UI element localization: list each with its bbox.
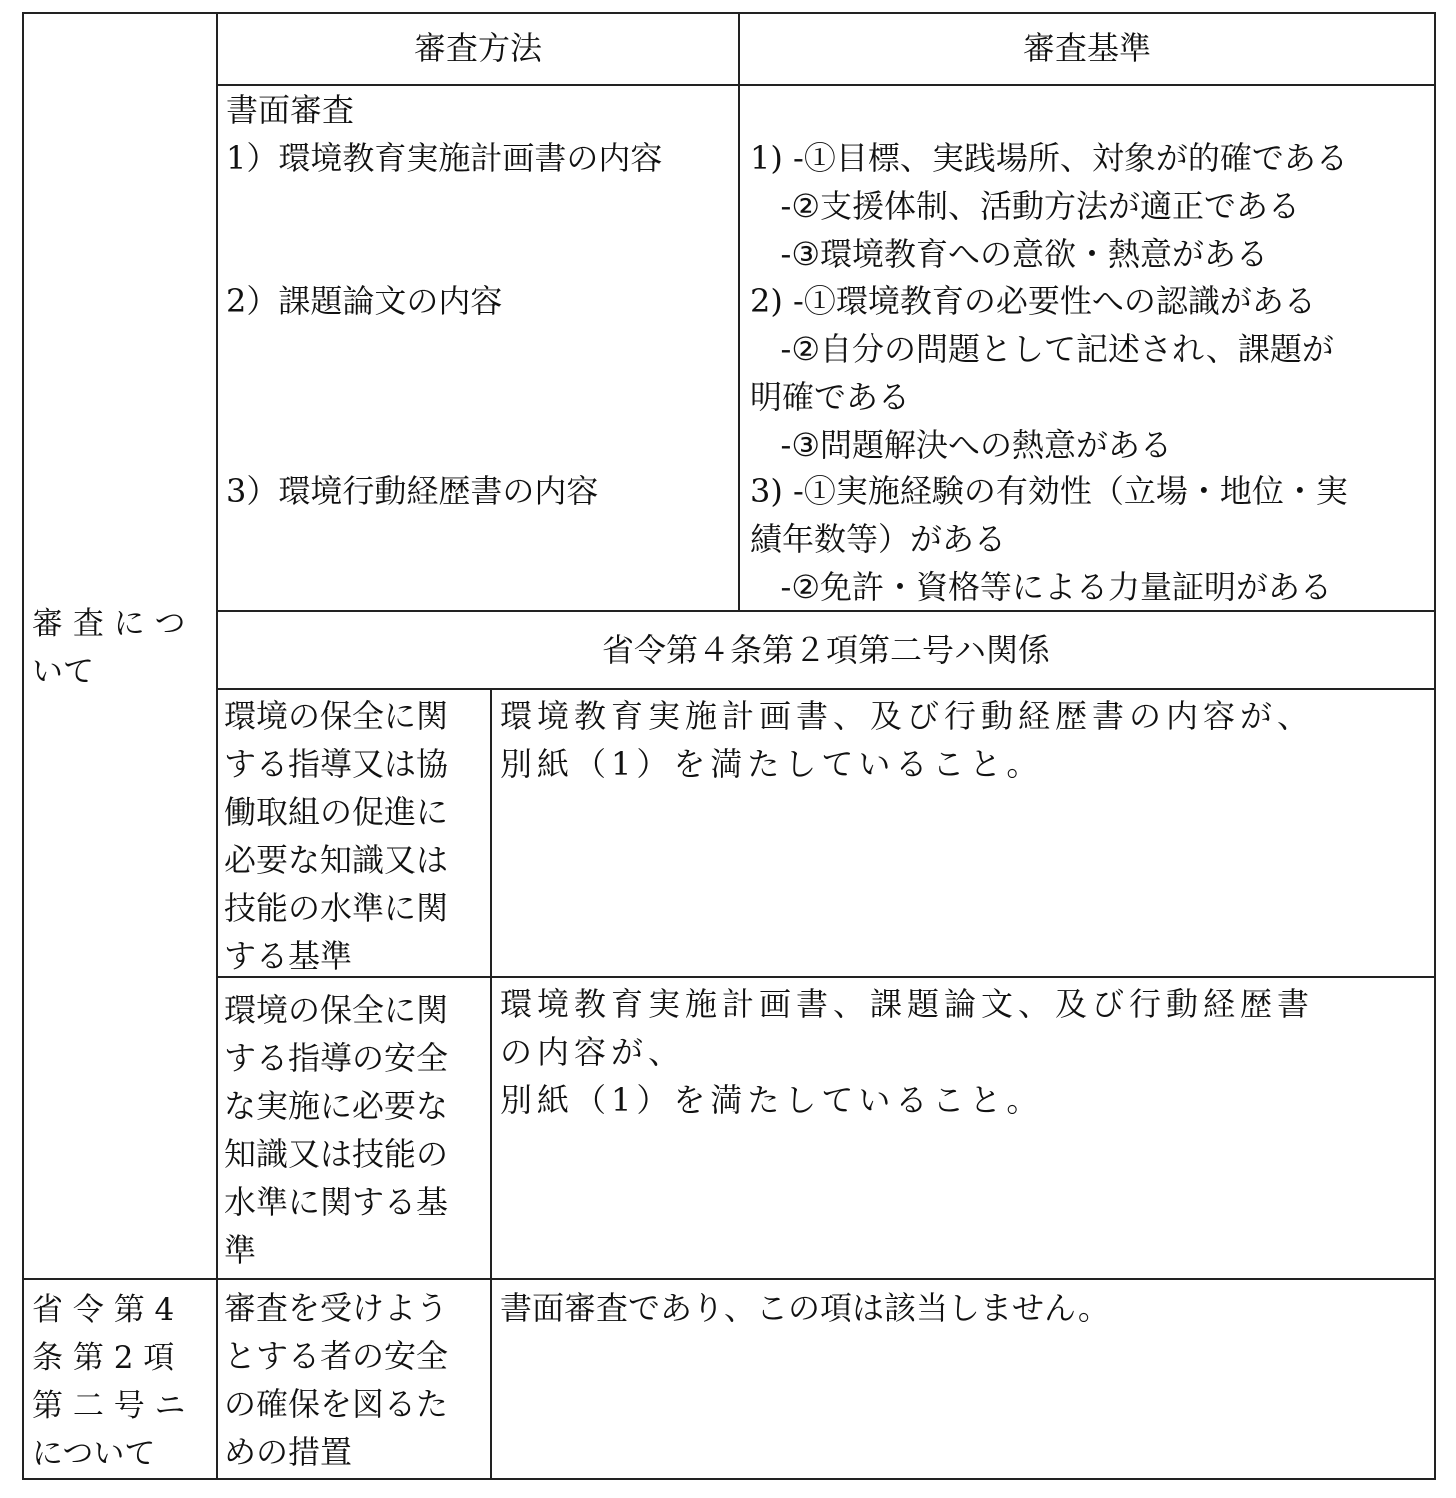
method-item-3: 3）環境行動経歴書の内容 xyxy=(226,472,599,510)
review-label: 審 査 に つ いて xyxy=(32,606,186,690)
criteria-header: 審査基準 xyxy=(1022,29,1151,67)
table-border-top xyxy=(22,12,1436,14)
methods-title: 書面審査 xyxy=(226,91,355,129)
method-item-2: 2）課題論文の内容 xyxy=(226,282,503,320)
table-border-bottom xyxy=(22,1478,1436,1480)
section-c-heading-divider xyxy=(216,688,1436,690)
method-criteria-divider xyxy=(738,12,740,612)
section-c-row2-text: 環境教育実施計画書、課題論文、及び行動経歴書 の内容が、 別紙（1）を満たしていること。 xyxy=(500,985,1315,1119)
section-d-divider xyxy=(22,1278,1436,1280)
method-header: 審査方法 xyxy=(413,29,542,67)
header-divider xyxy=(216,84,1436,86)
table-border-right xyxy=(1434,12,1436,1480)
table-border-left xyxy=(22,12,24,1480)
section-c-row2-label: 環境の保全に関 する指導の安全 な実施に必要な 知識又は技能の 水準に関する基 準 xyxy=(224,991,449,1269)
section-d-label: 審査を受けよう とする者の安全 の確保を図るた めの措置 xyxy=(224,1289,449,1471)
method-item-1: 1）環境教育実施計画書の内容 xyxy=(226,139,663,177)
criteria-item-2: 2) -①環境教育の必要性への認識がある -②自分の問題として記述され、課題が 明確である -③問題解決への熱意がある xyxy=(750,282,1334,464)
section-c-row1-text: 環境教育実施計画書、及び行動経歴書の内容が、 別紙（1）を満たしていること。 xyxy=(500,697,1315,783)
criteria-item-1: 1) -①目標、実践場所、対象が的確である -②支援体制、活動方法が適正である -③環境教育への意欲・熱意がある xyxy=(750,139,1348,273)
left-column-divider xyxy=(216,12,218,1480)
section-c-row1-label: 環境の保全に関 する指導又は協 働取組の促進に 必要な知識又は 技能の水準に関 する基準 xyxy=(224,697,449,975)
section-c-heading: 省令第４条第２項第二号ハ関係 xyxy=(601,631,1050,669)
label-text-divider xyxy=(490,688,492,1480)
criteria-item-3: 3) -①実施経験の有効性（立場・地位・実 績年数等）がある -②免許・資格等による力量証明がある xyxy=(750,472,1348,606)
section-d-text: 書面審査であり、この項は該当しません。 xyxy=(500,1289,1110,1327)
article-d-label: 省 令 第 4 条 第 2 項 第 二 号 ニ について xyxy=(32,1292,186,1472)
